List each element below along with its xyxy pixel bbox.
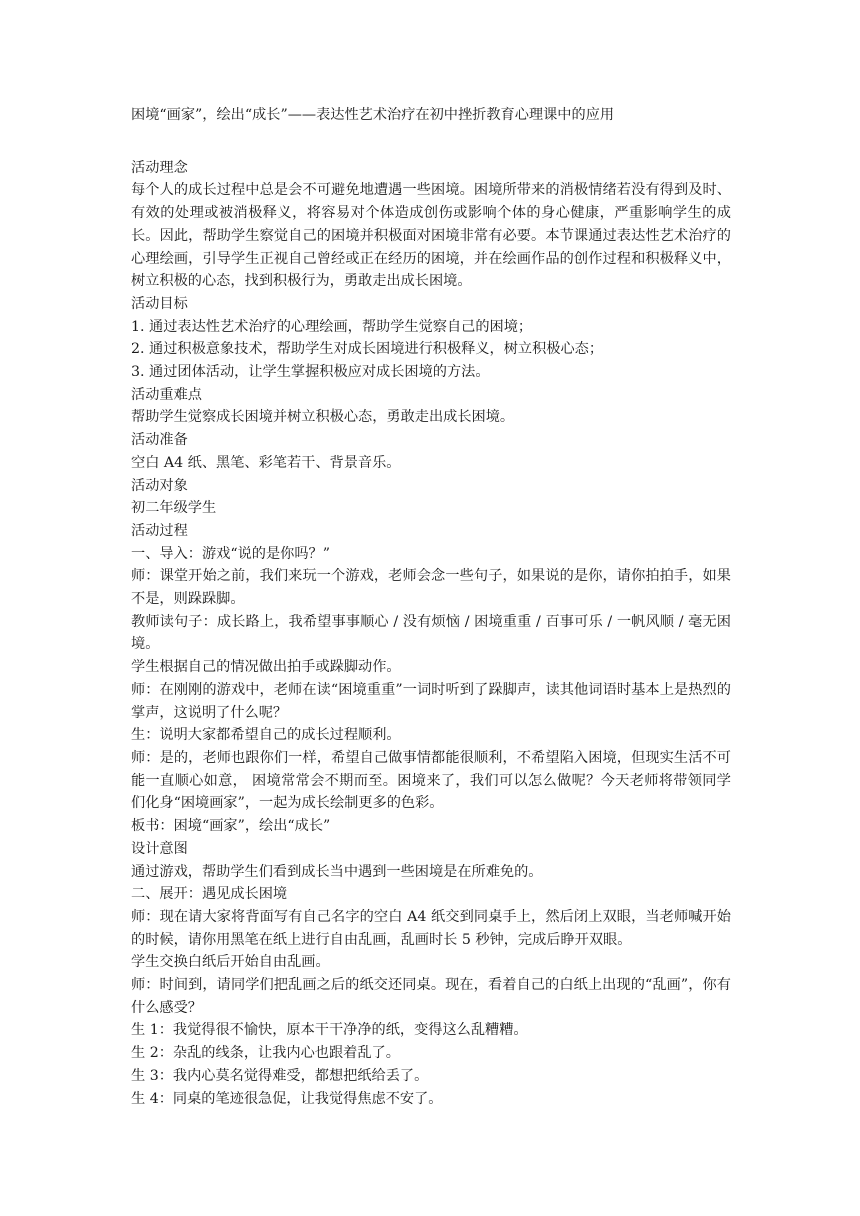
dialogue-paragraph: 师：时间到，请同学们把乱画之后的纸交还同桌。现在，看着自己的白纸上出现的“乱画”，你有什么感受？ xyxy=(131,977,731,1016)
section-heading-preparation: 活动准备 xyxy=(131,432,188,449)
subheading-development: 二、展开：遇见成长困境 xyxy=(131,886,288,903)
student-response: 生 4：同桌的笔迹很急促，让我觉得焦虑不安了。 xyxy=(131,1090,443,1107)
goal-item: 1. 通过表达性艺术治疗的心理绘画，帮助学生觉察自己的困境； xyxy=(131,318,533,335)
student-response: 生 3：我内心莫名觉得难受，都想把纸给丢了。 xyxy=(131,1067,429,1084)
paragraph-philosophy: 每个人的成长过程中总是会不可避免地遭遇一些困境。困境所带来的消极情绪若没有得到及时、有效的处理或被消极释义，将容易对个体造成创伤或影响个体的身心健康，严重影响学生的成长。因此，帮助学生察觉自己的困境并积极面对困境非常有必要。本节课通过表达性艺术治疗的心理绘画，引导学生正视自己曾经或正在经历的困境，并在绘画作品的创作过程和积极释义中，树立积极的心态，找到积极行为，勇敢走出成长困境。 xyxy=(131,182,731,290)
dialogue-paragraph: 生：说明大家都希望自己的成长过程顺利。 xyxy=(131,727,401,744)
design-intent-heading: 设计意图 xyxy=(131,840,188,857)
section-heading-philosophy: 活动理念 xyxy=(131,159,188,176)
blackboard-note: 板书：困境“画家”，绘出“成长” xyxy=(131,818,331,835)
section-heading-audience: 活动对象 xyxy=(131,477,188,494)
dialogue-paragraph: 师：在刚刚的游戏中，老师在读“困境重重”一词时听到了跺脚声，读其他词语时基本上是热烈的掌声，这说明了什么呢？ xyxy=(131,681,731,721)
dialogue-paragraph: 学生交换白纸后开始自由乱画。 xyxy=(131,954,330,971)
document-title: 困境“画家”，绘出“成长”——表达性艺术治疗在初中挫折教育心理课中的应用 xyxy=(131,107,615,123)
paragraph-audience: 初二年级学生 xyxy=(131,500,217,517)
section-heading-process: 活动过程 xyxy=(131,522,188,539)
student-response: 生 2：杂乱的线条，让我内心也跟着乱了。 xyxy=(131,1045,400,1062)
dialogue-paragraph: 师：课堂开始之前，我们来玩一个游戏，老师会念一些句子，如果说的是你，请你拍拍手，如果不是，则跺跺脚。 xyxy=(131,568,731,608)
section-heading-key-points: 活动重难点 xyxy=(131,386,202,403)
goal-item: 3. 通过团体活动，让学生掌握积极应对成长困境的方法。 xyxy=(131,364,490,381)
section-heading-goals: 活动目标 xyxy=(131,295,188,312)
document-page xyxy=(131,104,731,1110)
dialogue-paragraph: 师：是的，老师也跟你们一样，希望自己做事情都能很顺利，不希望陷入困境，但现实生活不可能一直顺心如意， 困境常常会不期而至。困境来了，我们可以怎么做呢？今天老师将带领同学们化身“困境画家”，一起为成长绘制更多的色彩。 xyxy=(131,749,731,812)
goal-item: 2. 通过积极意象技术，帮助学生对成长困境进行积极释义，树立积极心态； xyxy=(131,341,604,358)
dialogue-paragraph: 教师读句子：成长路上，我希望事事顺心 / 没有烦恼 / 困境重重 / 百事可乐 / 一帆风顺 / 毫无困境。 xyxy=(131,613,731,653)
paragraph-key-points: 帮助学生觉察成长困境并树立积极心态，勇敢走出成长困境。 xyxy=(131,409,515,426)
design-intent-paragraph: 通过游戏，帮助学生们看到成长当中遇到一些困境是在所难免的。 xyxy=(131,863,543,880)
dialogue-paragraph: 学生根据自己的情况做出拍手或跺脚动作。 xyxy=(131,659,401,676)
subheading-introduction: 一、导入：游戏“说的是你吗？” xyxy=(131,545,330,562)
paragraph-preparation: 空白 A4 纸、黑笔、彩笔若干、背景音乐。 xyxy=(131,454,401,471)
title-spacer xyxy=(131,127,731,157)
dialogue-paragraph: 师：现在请大家将背面写有自己名字的空白 A4 纸交到同桌手上，然后闭上双眼，当老师喊开始的时候，请你用黑笔在纸上进行自由乱画，乱画时长 5 秒钟，完成后睁开双眼。 xyxy=(131,908,731,948)
student-response: 生 1：我觉得很不愉快，原本干干净净的纸，变得这么乱糟糟。 xyxy=(131,1022,528,1039)
